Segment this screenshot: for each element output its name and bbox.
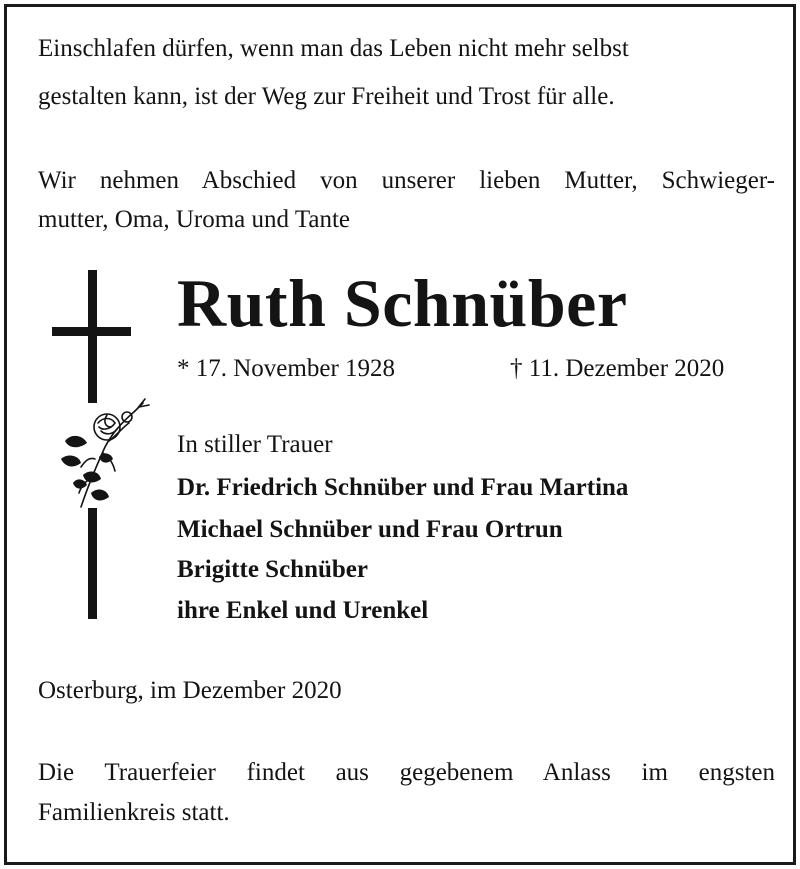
death-date: † 11. Dezember 2020 (510, 355, 725, 382)
deceased-name: Ruth Schnüber (177, 265, 628, 341)
mourners-heading: In stiller Trauer (177, 431, 333, 458)
quote-line-2: gestalten kann, ist der Weg zur Freiheit und Trost für alle. (38, 83, 615, 110)
mourner-name: Michael Schnüber und Frau Ortrun (177, 516, 563, 543)
place-date: Osterburg, im Dezember 2020 (38, 677, 342, 704)
quote-line-1: Einschlafen dürfen, wenn man das Leben nicht mehr selbst (38, 35, 629, 62)
intro-line-2: mutter, Oma, Uroma und Tante (38, 206, 350, 233)
rose-icon (51, 397, 155, 509)
mourner-name: Brigitte Schnüber (177, 556, 368, 583)
mourner-name: ihre Enkel und Urenkel (177, 597, 429, 624)
intro-line-1: Wir nehmen Abschied von unserer lieben Mutter, Schwieger- (38, 167, 775, 194)
mourner-name: Dr. Friedrich Schnüber und Frau Martina (177, 474, 629, 501)
birth-date: * 17. November 1928 (177, 355, 396, 382)
obituary-notice (4, 4, 796, 865)
funeral-line-1: Die Trauerfeier findet aus gegebenem Anlass im engsten (38, 759, 775, 786)
funeral-line-2: Familienkreis statt. (38, 799, 230, 826)
